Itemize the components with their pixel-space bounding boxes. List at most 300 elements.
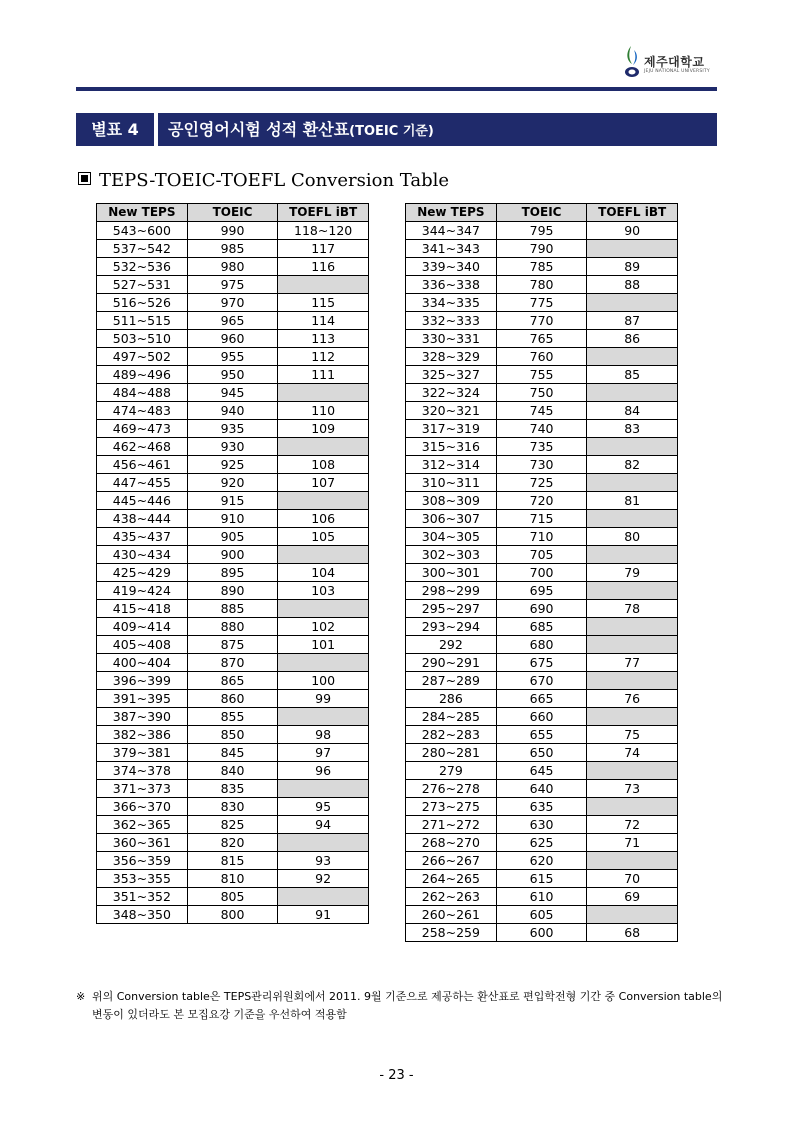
cell-toeic: 635 (496, 798, 587, 816)
cell-toefl-ibt (278, 492, 369, 510)
cell-new-teps: 298~299 (406, 582, 497, 600)
section-title (78, 170, 449, 191)
table-row (406, 258, 678, 276)
cell-toeic: 725 (496, 474, 587, 492)
column-header-new-teps: New TEPS (406, 204, 497, 222)
page-title-suffix: (TOEIC 기준) (349, 124, 434, 139)
footnote (76, 988, 726, 1024)
cell-toefl-ibt: 112 (278, 348, 369, 366)
cell-new-teps: 330~331 (406, 330, 497, 348)
cell-toefl-ibt: 83 (587, 420, 678, 438)
table-row (406, 564, 678, 582)
table-row (406, 816, 678, 834)
cell-toefl-ibt: 69 (587, 888, 678, 906)
cell-toeic: 850 (187, 726, 278, 744)
table-row (97, 690, 369, 708)
cell-toefl-ibt: 71 (587, 834, 678, 852)
cell-toefl-ibt: 93 (278, 852, 369, 870)
column-header-toeic: TOEIC (496, 204, 587, 222)
cell-toeic: 715 (496, 510, 587, 528)
page-number: - 23 - (379, 1068, 414, 1083)
cell-toefl-ibt: 72 (587, 816, 678, 834)
cell-toeic: 705 (496, 546, 587, 564)
cell-toeic: 795 (496, 222, 587, 240)
cell-toefl-ibt: 116 (278, 258, 369, 276)
cell-new-teps: 419~424 (97, 582, 188, 600)
cell-toefl-ibt: 68 (587, 924, 678, 942)
cell-new-teps: 379~381 (97, 744, 188, 762)
cell-new-teps: 396~399 (97, 672, 188, 690)
cell-new-teps: 336~338 (406, 276, 497, 294)
cell-toefl-ibt: 89 (587, 258, 678, 276)
cell-new-teps: 353~355 (97, 870, 188, 888)
cell-toeic: 925 (187, 456, 278, 474)
cell-toefl-ibt: 108 (278, 456, 369, 474)
cell-toefl-ibt (587, 510, 678, 528)
cell-toeic: 865 (187, 672, 278, 690)
table-row (97, 906, 369, 924)
cell-new-teps: 489~496 (97, 366, 188, 384)
cell-toeic: 810 (187, 870, 278, 888)
cell-toeic: 970 (187, 294, 278, 312)
cell-toeic: 655 (496, 726, 587, 744)
table-row (406, 888, 678, 906)
cell-toeic: 815 (187, 852, 278, 870)
cell-toefl-ibt: 86 (587, 330, 678, 348)
cell-new-teps: 445~446 (97, 492, 188, 510)
cell-toeic: 630 (496, 816, 587, 834)
cell-toeic: 755 (496, 366, 587, 384)
table-row (406, 546, 678, 564)
cell-toefl-ibt: 90 (587, 222, 678, 240)
table-row (97, 672, 369, 690)
table-row (97, 582, 369, 600)
cell-new-teps: 382~386 (97, 726, 188, 744)
table-row (406, 348, 678, 366)
cell-new-teps: 300~301 (406, 564, 497, 582)
cell-new-teps: 511~515 (97, 312, 188, 330)
cell-toefl-ibt: 94 (278, 816, 369, 834)
cell-toefl-ibt: 109 (278, 420, 369, 438)
cell-toefl-ibt: 70 (587, 870, 678, 888)
cell-new-teps: 276~278 (406, 780, 497, 798)
cell-new-teps: 320~321 (406, 402, 497, 420)
table-row (97, 492, 369, 510)
cell-toeic: 770 (496, 312, 587, 330)
cell-toefl-ibt (587, 708, 678, 726)
table-row (406, 870, 678, 888)
cell-toeic: 760 (496, 348, 587, 366)
cell-toefl-ibt (587, 672, 678, 690)
cell-toefl-ibt: 110 (278, 402, 369, 420)
cell-toeic: 955 (187, 348, 278, 366)
table-row (406, 438, 678, 456)
cell-toeic: 930 (187, 438, 278, 456)
column-header-toefl-ibt: TOEFL iBT (587, 204, 678, 222)
table-row (97, 852, 369, 870)
cell-toeic: 905 (187, 528, 278, 546)
cell-new-teps: 497~502 (97, 348, 188, 366)
cell-new-teps: 304~305 (406, 528, 497, 546)
cell-toeic: 670 (496, 672, 587, 690)
cell-toefl-ibt: 106 (278, 510, 369, 528)
cell-toeic: 730 (496, 456, 587, 474)
cell-toeic: 920 (187, 474, 278, 492)
table-row (406, 276, 678, 294)
column-header-toeic: TOEIC (187, 204, 278, 222)
table-row (97, 420, 369, 438)
cell-toefl-ibt: 111 (278, 366, 369, 384)
cell-toefl-ibt: 82 (587, 456, 678, 474)
table-row (406, 780, 678, 798)
table-row (97, 888, 369, 906)
cell-new-teps: 371~373 (97, 780, 188, 798)
cell-toeic: 965 (187, 312, 278, 330)
cell-new-teps: 284~285 (406, 708, 497, 726)
cell-new-teps: 351~352 (97, 888, 188, 906)
cell-new-teps: 279 (406, 762, 497, 780)
table-row (97, 546, 369, 564)
conversion-table-right (405, 203, 678, 942)
cell-toeic: 840 (187, 762, 278, 780)
cell-toefl-ibt (278, 600, 369, 618)
cell-toeic: 990 (187, 222, 278, 240)
table-body (97, 222, 369, 924)
cell-new-teps: 405~408 (97, 636, 188, 654)
table-row (406, 312, 678, 330)
table-row (97, 726, 369, 744)
cell-new-teps: 302~303 (406, 546, 497, 564)
cell-toefl-ibt: 84 (587, 402, 678, 420)
cell-toeic: 775 (496, 294, 587, 312)
cell-toefl-ibt (278, 384, 369, 402)
cell-new-teps: 308~309 (406, 492, 497, 510)
university-name-english: JEJU NATIONAL UNIVERSITY (644, 69, 710, 74)
cell-toeic: 895 (187, 564, 278, 582)
cell-toeic: 710 (496, 528, 587, 546)
cell-new-teps: 356~359 (97, 852, 188, 870)
cell-toefl-ibt (278, 276, 369, 294)
table-row (97, 780, 369, 798)
table-row (97, 870, 369, 888)
cell-toefl-ibt (278, 654, 369, 672)
cell-toefl-ibt (587, 438, 678, 456)
table-row (97, 276, 369, 294)
cell-new-teps: 462~468 (97, 438, 188, 456)
cell-toeic: 845 (187, 744, 278, 762)
cell-toefl-ibt (587, 798, 678, 816)
cell-new-teps: 280~281 (406, 744, 497, 762)
table-row (97, 744, 369, 762)
table-row (97, 528, 369, 546)
table-row (406, 618, 678, 636)
table-row (97, 636, 369, 654)
cell-toefl-ibt: 79 (587, 564, 678, 582)
cell-toeic: 860 (187, 690, 278, 708)
cell-toeic: 640 (496, 780, 587, 798)
cell-toefl-ibt: 113 (278, 330, 369, 348)
cell-toeic: 665 (496, 690, 587, 708)
cell-toeic: 605 (496, 906, 587, 924)
cell-new-teps: 409~414 (97, 618, 188, 636)
cell-toefl-ibt: 81 (587, 492, 678, 510)
cell-toefl-ibt: 87 (587, 312, 678, 330)
cell-new-teps: 325~327 (406, 366, 497, 384)
table-row (97, 312, 369, 330)
cell-new-teps: 474~483 (97, 402, 188, 420)
cell-toefl-ibt (587, 636, 678, 654)
cell-new-teps: 273~275 (406, 798, 497, 816)
cell-toefl-ibt: 97 (278, 744, 369, 762)
cell-new-teps: 532~536 (97, 258, 188, 276)
cell-new-teps: 332~333 (406, 312, 497, 330)
table-body (406, 222, 678, 942)
table-row (406, 924, 678, 942)
cell-toefl-ibt: 107 (278, 474, 369, 492)
cell-toeic: 960 (187, 330, 278, 348)
cell-toefl-ibt (587, 546, 678, 564)
table-row (406, 420, 678, 438)
cell-new-teps: 391~395 (97, 690, 188, 708)
cell-toefl-ibt (587, 240, 678, 258)
cell-toefl-ibt (587, 618, 678, 636)
table-header-row (406, 204, 678, 222)
cell-toeic: 625 (496, 834, 587, 852)
cell-toefl-ibt (278, 888, 369, 906)
cell-new-teps: 415~418 (97, 600, 188, 618)
square-bullet-icon (78, 172, 91, 185)
table-row (406, 744, 678, 762)
university-name: 제주대학교 (644, 55, 705, 69)
table-row (97, 384, 369, 402)
cell-new-teps: 334~335 (406, 294, 497, 312)
cell-toefl-ibt: 91 (278, 906, 369, 924)
cell-toeic: 660 (496, 708, 587, 726)
table-row (406, 222, 678, 240)
cell-new-teps: 312~314 (406, 456, 497, 474)
cell-new-teps: 527~531 (97, 276, 188, 294)
cell-new-teps: 503~510 (97, 330, 188, 348)
table-row (97, 438, 369, 456)
table-row (406, 726, 678, 744)
cell-new-teps: 362~365 (97, 816, 188, 834)
cell-new-teps: 295~297 (406, 600, 497, 618)
cell-toefl-ibt (587, 762, 678, 780)
table-row (406, 384, 678, 402)
conversion-table-left (96, 203, 369, 924)
cell-toeic: 870 (187, 654, 278, 672)
cell-toeic: 940 (187, 402, 278, 420)
cell-toeic: 685 (496, 618, 587, 636)
cell-toefl-ibt: 115 (278, 294, 369, 312)
cell-new-teps: 315~316 (406, 438, 497, 456)
cell-toefl-ibt: 78 (587, 600, 678, 618)
table-row (406, 708, 678, 726)
cell-toeic: 975 (187, 276, 278, 294)
cell-toeic: 740 (496, 420, 587, 438)
table-row (97, 600, 369, 618)
cell-toefl-ibt: 76 (587, 690, 678, 708)
table-row (97, 708, 369, 726)
cell-new-teps: 258~259 (406, 924, 497, 942)
cell-toeic: 785 (496, 258, 587, 276)
cell-toefl-ibt: 80 (587, 528, 678, 546)
cell-new-teps: 366~370 (97, 798, 188, 816)
cell-new-teps: 484~488 (97, 384, 188, 402)
cell-toeic: 915 (187, 492, 278, 510)
cell-new-teps: 447~455 (97, 474, 188, 492)
cell-new-teps: 469~473 (97, 420, 188, 438)
page-header (76, 113, 717, 146)
table-row (97, 402, 369, 420)
table-row (97, 654, 369, 672)
cell-new-teps: 339~340 (406, 258, 497, 276)
cell-new-teps: 328~329 (406, 348, 497, 366)
cell-new-teps: 306~307 (406, 510, 497, 528)
university-emblem-icon (622, 44, 644, 82)
section-title-text: TEPS-TOEIC-TOEFL Conversion Table (99, 170, 450, 191)
page-title (158, 113, 717, 146)
university-logo (622, 44, 722, 82)
table-row (97, 348, 369, 366)
cell-toeic: 910 (187, 510, 278, 528)
table-row (97, 564, 369, 582)
table-row (406, 474, 678, 492)
cell-toefl-ibt: 85 (587, 366, 678, 384)
table-row (406, 906, 678, 924)
table-header-row (97, 204, 369, 222)
cell-new-teps: 543~600 (97, 222, 188, 240)
cell-new-teps: 344~347 (406, 222, 497, 240)
cell-new-teps: 387~390 (97, 708, 188, 726)
table-row (406, 528, 678, 546)
cell-toefl-ibt: 114 (278, 312, 369, 330)
table-row (97, 798, 369, 816)
cell-new-teps: 268~270 (406, 834, 497, 852)
cell-toeic: 805 (187, 888, 278, 906)
cell-toefl-ibt (278, 708, 369, 726)
cell-toefl-ibt (278, 780, 369, 798)
cell-toeic: 645 (496, 762, 587, 780)
table-row (97, 456, 369, 474)
cell-toeic: 620 (496, 852, 587, 870)
cell-toefl-ibt: 99 (278, 690, 369, 708)
cell-toeic: 745 (496, 402, 587, 420)
cell-toefl-ibt: 74 (587, 744, 678, 762)
cell-toefl-ibt (587, 582, 678, 600)
cell-toeic: 780 (496, 276, 587, 294)
table-row (406, 798, 678, 816)
table-row (406, 330, 678, 348)
cell-toeic: 695 (496, 582, 587, 600)
cell-new-teps: 290~291 (406, 654, 497, 672)
cell-toeic: 700 (496, 564, 587, 582)
cell-toefl-ibt (278, 438, 369, 456)
table-row (406, 366, 678, 384)
cell-toefl-ibt (278, 546, 369, 564)
cell-toeic: 675 (496, 654, 587, 672)
cell-new-teps: 282~283 (406, 726, 497, 744)
table-row (97, 474, 369, 492)
table-row (97, 366, 369, 384)
cell-toefl-ibt: 95 (278, 798, 369, 816)
cell-toefl-ibt: 77 (587, 654, 678, 672)
table-row (97, 330, 369, 348)
table-row (97, 240, 369, 258)
cell-new-teps: 287~289 (406, 672, 497, 690)
cell-toefl-ibt: 117 (278, 240, 369, 258)
cell-toeic: 980 (187, 258, 278, 276)
column-header-new-teps: New TEPS (97, 204, 188, 222)
table-row (406, 672, 678, 690)
table-row (97, 294, 369, 312)
cell-toefl-ibt: 104 (278, 564, 369, 582)
cell-toefl-ibt: 88 (587, 276, 678, 294)
cell-toeic: 985 (187, 240, 278, 258)
cell-toeic: 600 (496, 924, 587, 942)
cell-new-teps: 430~434 (97, 546, 188, 564)
cell-toeic: 650 (496, 744, 587, 762)
cell-toefl-ibt: 96 (278, 762, 369, 780)
table-row (97, 510, 369, 528)
cell-new-teps: 310~311 (406, 474, 497, 492)
cell-toeic: 890 (187, 582, 278, 600)
cell-new-teps: 374~378 (97, 762, 188, 780)
cell-new-teps: 425~429 (97, 564, 188, 582)
cell-toeic: 820 (187, 834, 278, 852)
table-row (406, 690, 678, 708)
cell-toeic: 855 (187, 708, 278, 726)
cell-new-teps: 537~542 (97, 240, 188, 258)
cell-toefl-ibt: 101 (278, 636, 369, 654)
column-header-toefl-ibt: TOEFL iBT (278, 204, 369, 222)
cell-toefl-ibt: 118~120 (278, 222, 369, 240)
cell-new-teps: 317~319 (406, 420, 497, 438)
cell-new-teps: 456~461 (97, 456, 188, 474)
cell-toefl-ibt: 103 (278, 582, 369, 600)
cell-toeic: 800 (187, 906, 278, 924)
cell-toefl-ibt (278, 834, 369, 852)
cell-new-teps: 341~343 (406, 240, 497, 258)
header-rule (76, 87, 717, 91)
cell-toefl-ibt: 75 (587, 726, 678, 744)
cell-toefl-ibt: 73 (587, 780, 678, 798)
cell-toeic: 680 (496, 636, 587, 654)
cell-toeic: 750 (496, 384, 587, 402)
cell-toefl-ibt: 105 (278, 528, 369, 546)
cell-toeic: 880 (187, 618, 278, 636)
table-row (406, 582, 678, 600)
table-row (406, 402, 678, 420)
cell-toefl-ibt (587, 474, 678, 492)
table-row (97, 618, 369, 636)
cell-toefl-ibt: 92 (278, 870, 369, 888)
cell-toefl-ibt (587, 906, 678, 924)
cell-toefl-ibt (587, 348, 678, 366)
cell-new-teps: 516~526 (97, 294, 188, 312)
cell-toeic: 765 (496, 330, 587, 348)
cell-toeic: 735 (496, 438, 587, 456)
table-row (97, 834, 369, 852)
cell-new-teps: 271~272 (406, 816, 497, 834)
cell-toeic: 950 (187, 366, 278, 384)
cell-new-teps: 260~261 (406, 906, 497, 924)
cell-toefl-ibt: 100 (278, 672, 369, 690)
cell-new-teps: 400~404 (97, 654, 188, 672)
cell-new-teps: 262~263 (406, 888, 497, 906)
table-row (406, 654, 678, 672)
cell-new-teps: 264~265 (406, 870, 497, 888)
